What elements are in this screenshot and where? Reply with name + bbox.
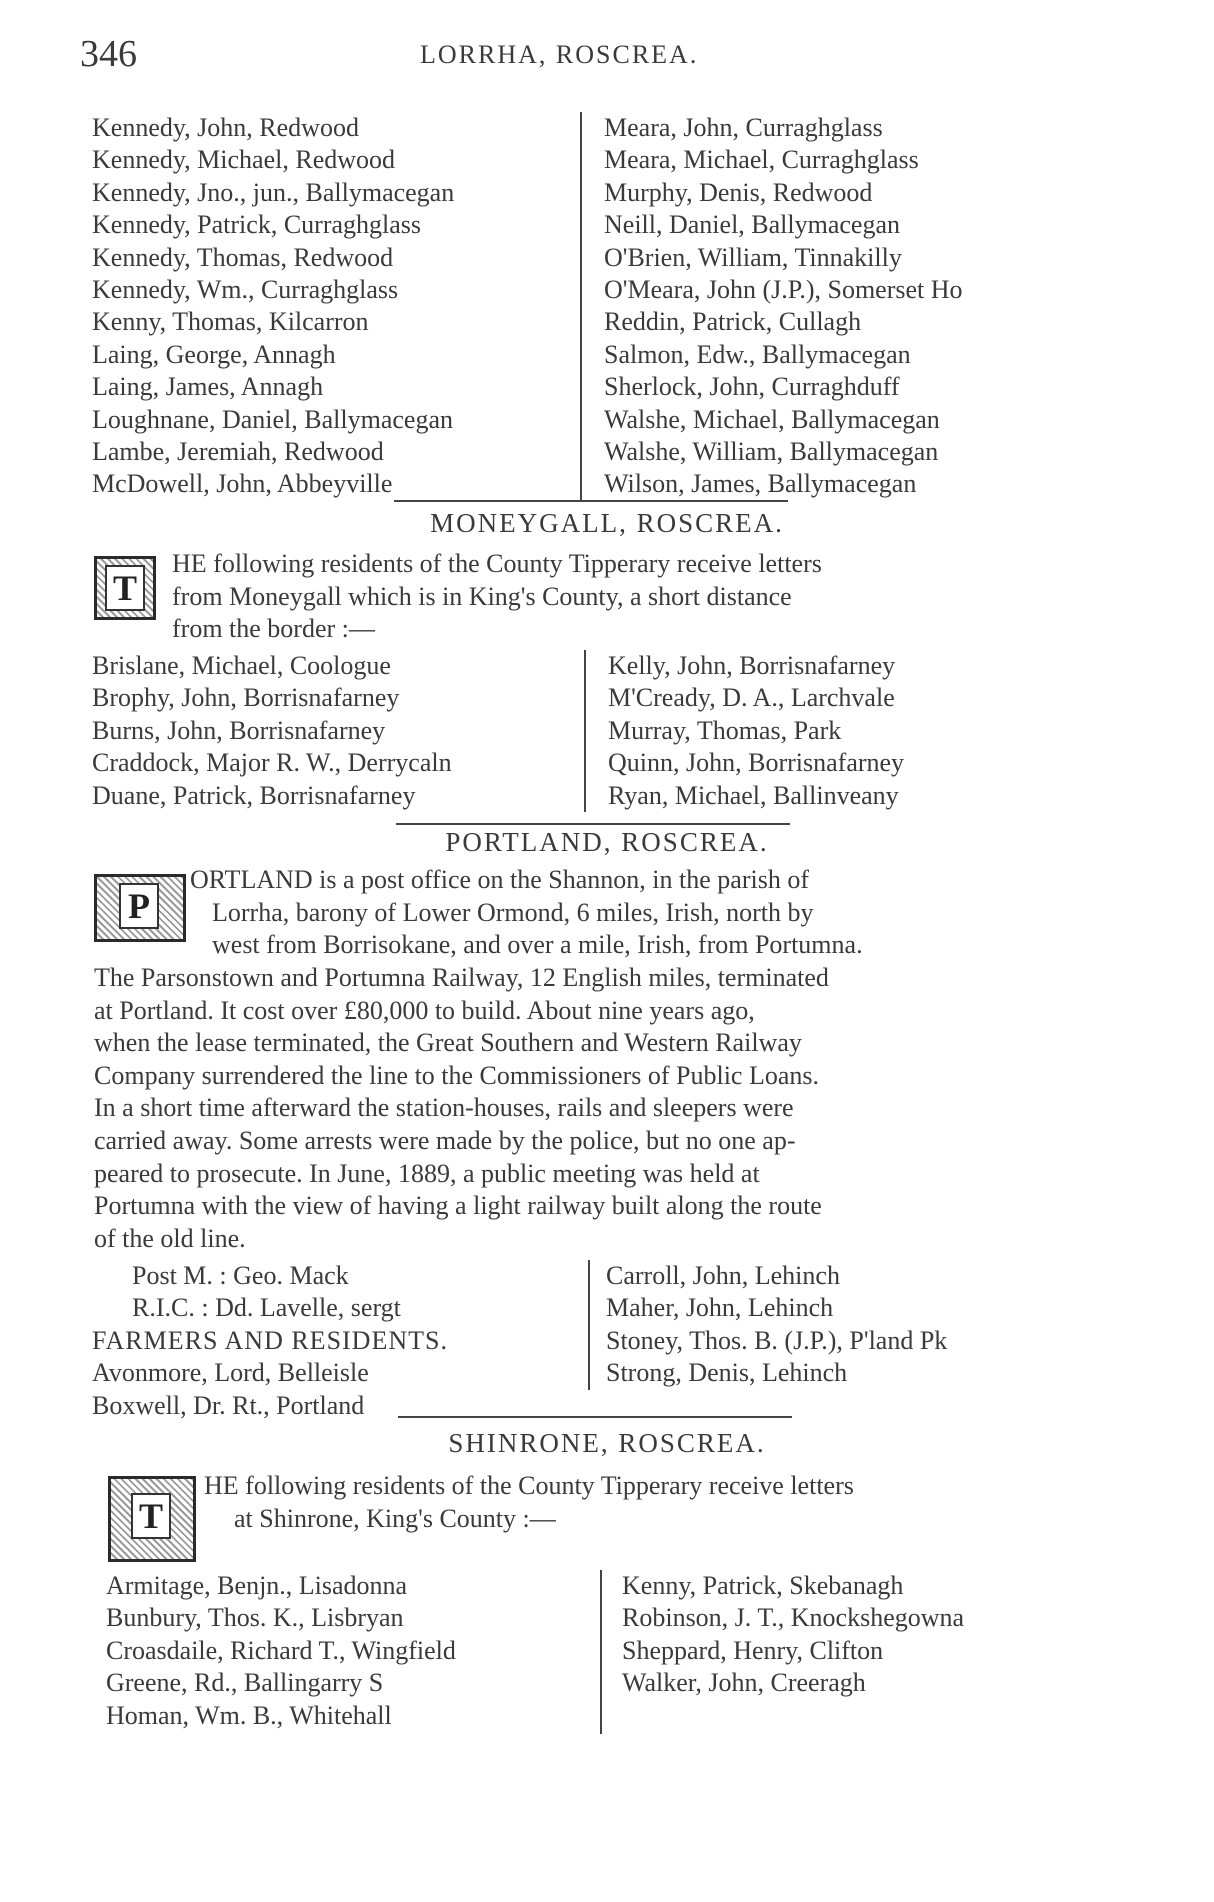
- list-item: Stoney, Thos. B. (J.P.), P'land Pk: [606, 1325, 948, 1355]
- moneygall-left-column: [92, 650, 582, 812]
- list-item: Kelly, John, Borrisnafarney: [608, 651, 896, 680]
- section-rule: [394, 500, 788, 502]
- dropcap-t-icon: T: [108, 1476, 196, 1562]
- moneygall-intro: HE following residents of the County Tipperary receive letters from Moneygall which is in King's County, a short distance from the border :—: [172, 549, 822, 644]
- list-item: Kenny, Thomas, Kilcarron: [92, 307, 369, 337]
- list-item: Loughnane, Daniel, Ballymacegan: [92, 404, 453, 434]
- list-item: O'Meara, John (J.P.), Somerset Ho: [604, 275, 963, 305]
- dropcap-t-icon: T: [94, 556, 156, 620]
- list-item: Salmon, Edw., Ballymacegan: [604, 339, 911, 369]
- list-item: Lambe, Jeremiah, Redwood: [92, 437, 384, 467]
- list-item: Neill, Daniel, Ballymacegan: [604, 210, 901, 240]
- list-item: Walker, John, Creeragh: [622, 1668, 866, 1698]
- list-item: Avonmore, Lord, Belleisle: [92, 1358, 369, 1388]
- list-item: Homan, Wm. B., Whitehall: [106, 1700, 392, 1730]
- shinrone-right-column: [600, 1570, 1142, 1734]
- page-header: [80, 32, 1120, 82]
- shinrone-list: [92, 1570, 1102, 1740]
- portland-left-column: [92, 1260, 582, 1422]
- list-item: Kennedy, John, Redwood: [92, 113, 359, 142]
- list-item: Greene, Rd., Ballingarry S: [106, 1668, 384, 1698]
- list-item: Kennedy, Patrick, Curraghglass: [92, 210, 422, 240]
- moneygall-list: [92, 650, 1102, 820]
- list-item: Boxwell, Dr. Rt., Portland: [92, 1390, 365, 1420]
- list-item: R.I.C. : Dd. Lavelle, sergt: [132, 1293, 401, 1323]
- list-item: Kennedy, Jno., jun., Ballymacegan: [92, 177, 455, 207]
- list-item: Laing, George, Annagh: [92, 339, 336, 369]
- portland-right-column: [588, 1260, 1126, 1390]
- subheading: FARMERS AND RESIDENTS.: [92, 1325, 448, 1355]
- section-title-shinrone: SHINRONE, ROSCREA.: [448, 1428, 766, 1458]
- list-item: Meara, Michael, Curraghglass: [604, 145, 919, 175]
- list-item: Sheppard, Henry, Clifton: [622, 1635, 884, 1665]
- page-number: 346: [80, 33, 137, 75]
- list-item: Ryan, Michael, Ballinveany: [608, 780, 899, 810]
- shinrone-left-column: [106, 1570, 596, 1732]
- list-item: Duane, Patrick, Borrisnafarney: [92, 780, 416, 810]
- list-item: Meara, John, Curraghglass: [604, 113, 883, 142]
- section-rule: [398, 1416, 792, 1418]
- list-item: Craddock, Major R. W., Derrycaln: [92, 748, 452, 778]
- list-item: Kennedy, Wm., Curraghglass: [92, 275, 399, 305]
- list-item: Quinn, John, Borrisnafarney: [608, 748, 905, 778]
- running-title: LORRHA, ROSCREA.: [420, 40, 699, 69]
- list-item: Wilson, James, Ballymacegan: [604, 469, 917, 499]
- section-rule: [396, 823, 790, 825]
- section-title-portland: PORTLAND, ROSCREA.: [445, 827, 769, 857]
- list-item: Walshe, William, Ballymacegan: [604, 437, 939, 467]
- portland-list: [92, 1260, 1102, 1430]
- list-item: O'Brien, William, Tinnakilly: [604, 242, 902, 272]
- moneygall-right-column: [584, 650, 1128, 812]
- list-item: M'Cready, D. A., Larchvale: [608, 683, 895, 713]
- list-item: Sherlock, John, Curraghduff: [604, 372, 900, 402]
- list-item: Croasdaile, Richard T., Wingfield: [106, 1635, 456, 1665]
- list-item: Kenny, Patrick, Skebanagh: [622, 1571, 904, 1600]
- list-item: Post M. : Geo. Mack: [132, 1261, 349, 1290]
- list-item: Carroll, John, Lehinch: [606, 1261, 840, 1290]
- portland-paragraph: The Parsonstown and Portumna Railway, 12 English miles, terminated at Portland. It cost over £80,000 to build. About nine years ago, when the lease terminated, the Great Southern and Western Railway Company surrendered the line to the Commissioners of Public Loans. In a short time afterward the station-houses, rails and sleepers were carried away. Some arrests were made by the police, but no one ap- peared to prosecute. In June, 1889, a public meeting was held at Portumna with the view of having a light railway built along the route of the old line.: [94, 963, 829, 1253]
- list-item: McDowell, John, Abbeyville: [92, 469, 393, 499]
- list-item: Laing, James, Annagh: [92, 372, 324, 402]
- dropcap-p-icon: P: [94, 874, 186, 942]
- lorrha-list: [92, 112, 1102, 502]
- list-item: Murray, Thomas, Park: [608, 715, 842, 745]
- shinrone-intro: HE following residents of the County Tipperary receive letters at Shinrone, King's County :—: [204, 1471, 854, 1533]
- list-item: Strong, Denis, Lehinch: [606, 1358, 848, 1388]
- list-item: Burns, John, Borrisnafarney: [92, 715, 386, 745]
- list-item: Brislane, Michael, Coologue: [92, 651, 391, 680]
- list-item: Kennedy, Thomas, Redwood: [92, 242, 394, 272]
- section-title-moneygall: MONEYGALL, ROSCREA.: [430, 508, 784, 538]
- list-item: Robinson, J. T., Knockshegowna: [622, 1603, 965, 1633]
- list-item: Brophy, John, Borrisnafarney: [92, 683, 400, 713]
- list-item: Kennedy, Michael, Redwood: [92, 145, 396, 175]
- list-item: Maher, John, Lehinch: [606, 1293, 834, 1323]
- lorrha-left-column: [92, 112, 582, 501]
- portland-paragraph-indent: ORTLAND is a post office on the Shannon, in the parish of Lorrha, barony of Lower Ormond, 6 miles, Irish, north by west from Borrisokane, and over a mile, Irish, from Portumna.: [190, 865, 863, 960]
- list-item: Walshe, Michael, Ballymacegan: [604, 404, 940, 434]
- list-item: Armitage, Benjn., Lisadonna: [106, 1571, 408, 1600]
- lorrha-right-column: [580, 112, 1124, 501]
- list-item: Bunbury, Thos. K., Lisbryan: [106, 1603, 404, 1633]
- list-item: Reddin, Patrick, Cullagh: [604, 307, 862, 337]
- list-item: Murphy, Denis, Redwood: [604, 177, 873, 207]
